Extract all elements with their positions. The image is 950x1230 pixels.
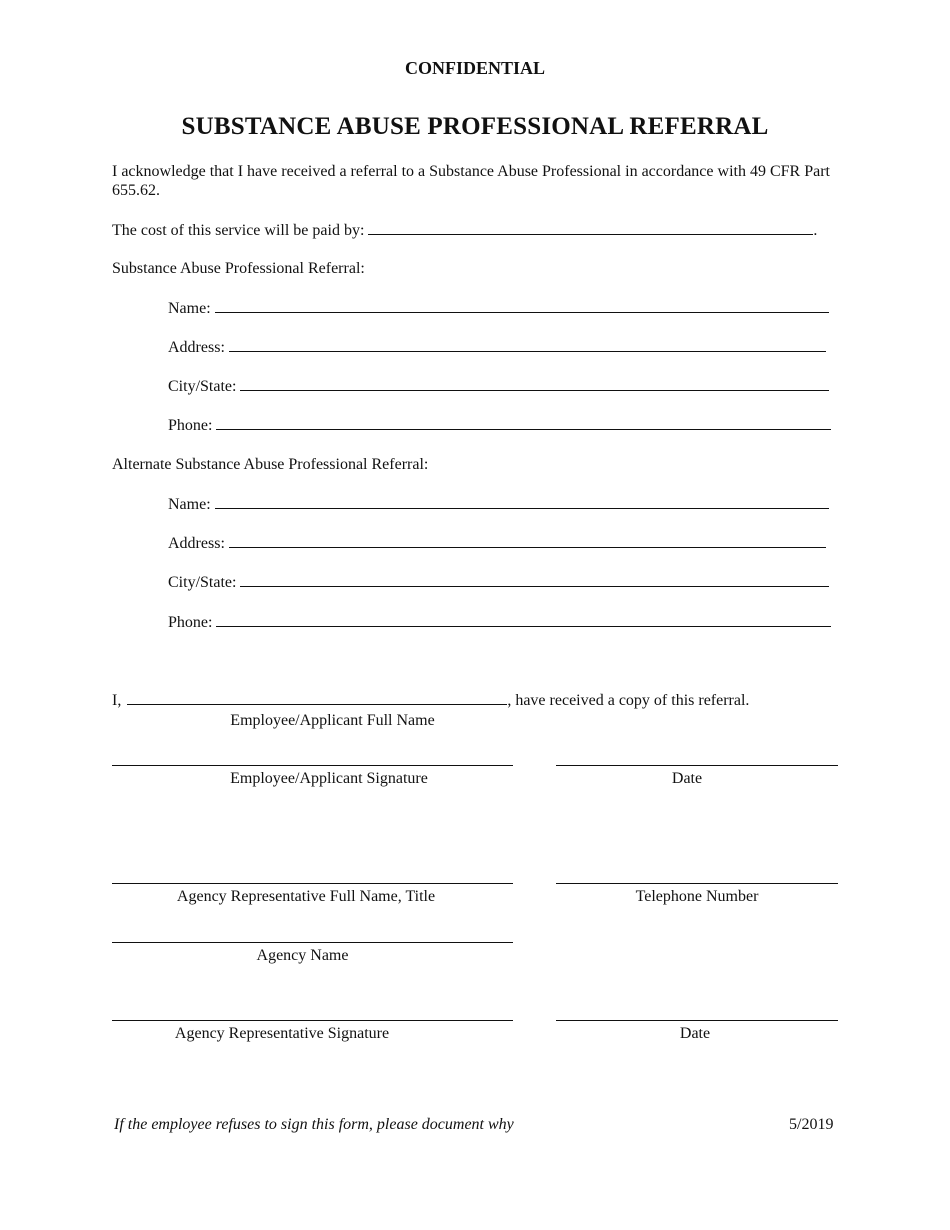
alternate-name-row bbox=[168, 496, 829, 513]
alternate-city-state-row bbox=[168, 574, 829, 591]
agency-rep-signature-caption: Agency Representative Signature bbox=[174, 1025, 390, 1042]
primary-address-field[interactable] bbox=[229, 339, 826, 352]
primary-address-label: Address: bbox=[168, 339, 225, 356]
agency-name-line[interactable] bbox=[112, 942, 513, 943]
receipt-suffix: , have received a copy of this referral. bbox=[507, 692, 750, 709]
revision-date: 5/2019 bbox=[789, 1116, 834, 1133]
primary-city-state-label: City/State: bbox=[168, 378, 237, 395]
telephone-caption: Telephone Number bbox=[635, 888, 759, 905]
employee-signature-caption: Employee/Applicant Signature bbox=[230, 770, 428, 787]
primary-name-row bbox=[168, 300, 829, 317]
form-title: SUBSTANCE ABUSE PROFESSIONAL REFERRAL bbox=[181, 113, 769, 140]
agency-rep-name-caption: Agency Representative Full Name, Title bbox=[176, 888, 436, 905]
primary-address-row bbox=[168, 339, 826, 356]
alternate-address-field[interactable] bbox=[229, 535, 826, 548]
alternate-name-field[interactable] bbox=[215, 496, 829, 509]
alternate-phone-row bbox=[168, 614, 831, 631]
agency-rep-name-line[interactable] bbox=[112, 883, 513, 884]
agency-date-line[interactable] bbox=[556, 1020, 838, 1021]
alternate-city-state-field[interactable] bbox=[240, 574, 829, 587]
agency-date-caption: Date bbox=[679, 1025, 711, 1042]
receipt-row bbox=[112, 692, 749, 709]
confidential-label: CONFIDENTIAL bbox=[404, 58, 546, 78]
primary-city-state-row bbox=[168, 378, 829, 395]
employee-date-line[interactable] bbox=[556, 765, 838, 766]
agency-name-caption: Agency Name bbox=[256, 947, 349, 964]
telephone-line[interactable] bbox=[556, 883, 838, 884]
receipt-prefix: I, bbox=[112, 692, 122, 709]
employee-full-name-field[interactable] bbox=[127, 692, 507, 705]
primary-phone-field[interactable] bbox=[216, 417, 831, 430]
agency-rep-signature-line[interactable] bbox=[112, 1020, 513, 1021]
alternate-city-state-label: City/State: bbox=[168, 574, 237, 591]
alternate-address-row bbox=[168, 535, 826, 552]
cost-period: . bbox=[813, 222, 818, 239]
alternate-phone-field[interactable] bbox=[216, 614, 831, 627]
alternate-phone-label: Phone: bbox=[168, 614, 213, 631]
alternate-address-label: Address: bbox=[168, 535, 225, 552]
primary-referral-heading: Substance Abuse Professional Referral: bbox=[112, 260, 365, 277]
cost-row bbox=[112, 222, 817, 239]
refusal-note: If the employee refuses to sign this form, please document why bbox=[114, 1116, 514, 1133]
primary-city-state-field[interactable] bbox=[240, 378, 829, 391]
primary-name-label: Name: bbox=[168, 300, 211, 317]
primary-name-field[interactable] bbox=[215, 300, 829, 313]
employee-date-caption: Date bbox=[671, 770, 703, 787]
alternate-referral-heading: Alternate Substance Abuse Professional Referral: bbox=[112, 456, 429, 473]
cost-label: The cost of this service will be paid by: bbox=[112, 222, 365, 239]
employee-signature-line[interactable] bbox=[112, 765, 513, 766]
primary-phone-row bbox=[168, 417, 831, 434]
acknowledgement-text: I acknowledge that I have received a referral to a Substance Abuse Professional in accordance with 49 CFR Part 655.62. bbox=[112, 163, 830, 199]
cost-payer-field[interactable] bbox=[368, 222, 813, 235]
employee-full-name-caption: Employee/Applicant Full Name bbox=[230, 712, 435, 729]
alternate-name-label: Name: bbox=[168, 496, 211, 513]
primary-phone-label: Phone: bbox=[168, 417, 213, 434]
